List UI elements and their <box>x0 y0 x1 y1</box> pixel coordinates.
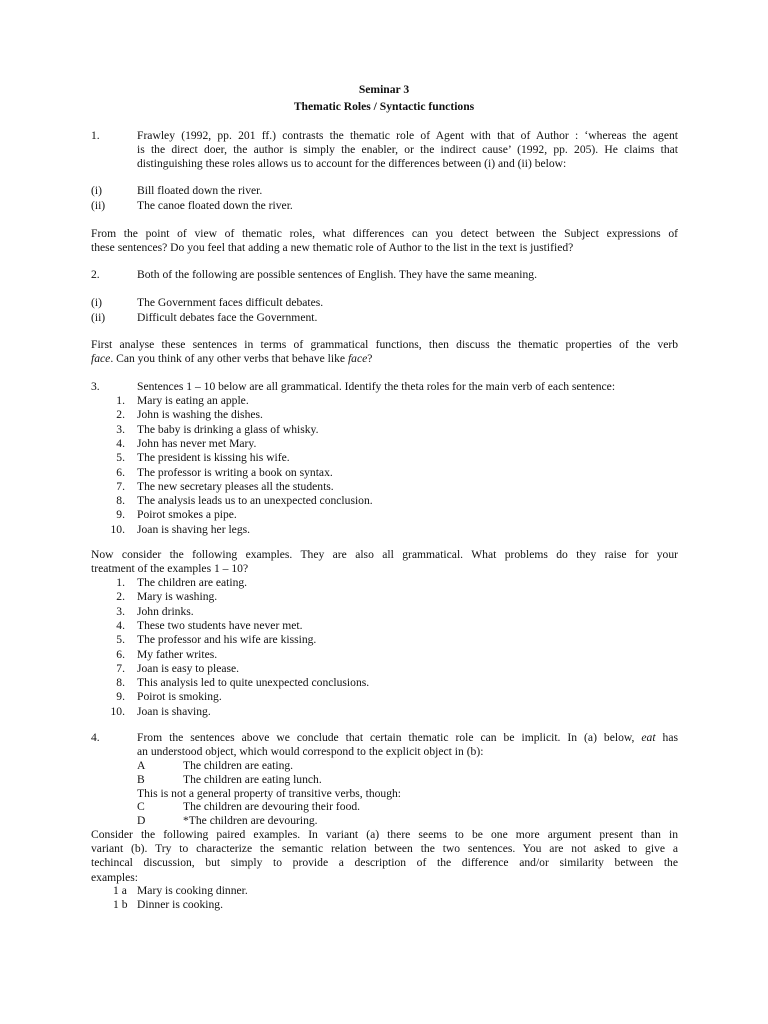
pair-text: Mary is cooking dinner. <box>137 884 248 897</box>
list-item-number: 1. <box>116 576 125 589</box>
list-item-text: The professor and his wife are kissing. <box>137 633 317 647</box>
example-text: Difficult debates face the Government. <box>137 311 318 324</box>
example-label: A <box>137 759 146 772</box>
list-item-text: The baby is drinking a glass of whisky. <box>137 422 319 436</box>
text-run: From the sentences above we conclude that certain thematic role can be implicit. In (a) below, <box>137 731 642 744</box>
list-item-number: 10. <box>110 704 125 718</box>
example-label: (i) <box>91 184 102 197</box>
list-item-number: 7. <box>116 479 125 493</box>
list-item-number: 6. <box>116 647 125 661</box>
page-title: Seminar 3 <box>358 83 410 96</box>
example-text: The Government faces difficult debates. <box>137 296 324 309</box>
example-label: (ii) <box>91 199 106 212</box>
italic-verb: face <box>91 352 111 366</box>
text-line: distinguishing these roles allows us to account for the differences between (i) and (ii) below: <box>137 157 567 171</box>
question-2-follow-up <box>91 338 678 366</box>
question-3-number: 3. <box>91 380 100 393</box>
text-line: an understood object, which would correspond to the explicit object in (b): <box>137 745 484 759</box>
example-label: (ii) <box>91 311 106 324</box>
list-item-number: 9. <box>116 690 125 704</box>
list-item-text: Joan is shaving. <box>137 704 211 718</box>
list-item-number: 1. <box>116 394 125 407</box>
example-label: C <box>137 800 145 813</box>
list-item-number: 5. <box>116 451 125 465</box>
list-item-number: 7. <box>116 661 125 675</box>
question-4-text <box>137 731 678 759</box>
question-4-consider <box>91 828 678 885</box>
example-label: B <box>137 773 145 786</box>
list-item-text: Joan is shaving her legs. <box>137 522 251 536</box>
example-label: (i) <box>91 296 102 309</box>
list-item-text: The president is kissing his wife. <box>137 451 290 465</box>
question-2-text: Both of the following are possible sentences of English. They have the same meaning. <box>137 268 537 281</box>
list-item-text: This analysis led to quite unexpected conclusions. <box>137 676 370 690</box>
text-line: From the point of view of thematic roles, what differences can you detect between the Subject expressions of <box>91 227 678 240</box>
question-1-text <box>137 129 678 172</box>
text-line: First analyse these sentences in terms of grammatical functions, then discuss the thematic properties of the verb <box>91 338 678 351</box>
list-item-text: These two students have never met. <box>137 618 303 632</box>
list-item-text: John is washing the dishes. <box>137 408 263 422</box>
list-item-number: 4. <box>116 436 125 450</box>
list-item-number: 6. <box>116 465 125 479</box>
list-item-number: 2. <box>116 408 125 422</box>
question-1-number: 1. <box>91 129 100 142</box>
list-item-number: 2. <box>116 590 125 604</box>
text-run: has <box>655 731 679 744</box>
list-item-text: The children are eating. <box>137 576 248 589</box>
text-line: is the direct doer, the author is simply the enabler, or the indirect cause’ (1992, pp. 205). He claims that <box>137 143 678 157</box>
question-3-follow-up <box>91 548 678 576</box>
list-item-number: 8. <box>116 494 125 508</box>
pair-label: 1 b <box>113 898 128 911</box>
question-2-number: 2. <box>91 268 100 281</box>
list-item-number: 9. <box>116 508 125 522</box>
italic-verb: face <box>347 352 368 366</box>
list-item-number: 4. <box>116 618 125 632</box>
text-line: Now consider the following examples. They are also all grammatical. What problems do they raise for your <box>91 548 678 561</box>
text-line: techincal discussion, but simply to provide a description of the difference and/or similarity between the <box>91 856 678 870</box>
list-item-text: Mary is washing. <box>137 590 218 604</box>
list-item-number: 5. <box>116 633 125 647</box>
list-item-text: John drinks. <box>137 604 194 618</box>
text-line: treatment of the examples 1 – 10? <box>91 562 249 576</box>
list-item-number: 8. <box>116 676 125 690</box>
text-line <box>91 352 678 366</box>
text-line: variant (b). Try to characterize the semantic relation between the two sentences. You are not asked to give a <box>91 842 678 856</box>
example-label: D <box>137 814 146 827</box>
note-text: This is not a general property of transitive verbs, though: <box>137 787 402 800</box>
list-item-text: The analysis leads us to an unexpected conclusion. <box>137 494 373 508</box>
list-item-text: My father writes. <box>137 647 218 661</box>
list-item-text: Poirot is smoking. <box>137 690 222 704</box>
text-line: examples: <box>91 870 139 884</box>
example-text: The children are eating lunch. <box>183 773 322 786</box>
example-text: *The children are devouring. <box>183 814 318 827</box>
list-item-text: Joan is easy to please. <box>137 661 240 675</box>
question-3-text: Sentences 1 – 10 below are all grammatical. Identify the theta roles for the main verb of each sentence: <box>137 380 616 393</box>
list-item-text: The professor is writing a book on syntax. <box>137 465 333 479</box>
question-4-number: 4. <box>91 731 100 744</box>
pair-label: 1 a <box>113 884 127 897</box>
list-item-number: 3. <box>116 604 125 618</box>
list-item-text: John has never met Mary. <box>137 436 257 450</box>
list-item-text: Mary is eating an apple. <box>137 394 249 407</box>
list-item-text: The new secretary pleases all the students. <box>137 479 334 493</box>
example-text: The children are devouring their food. <box>183 800 361 813</box>
text-run: ? <box>367 352 373 366</box>
list-item-text: Poirot smokes a pipe. <box>137 508 237 522</box>
text-line: Frawley (1992, pp. 201 ff.) contrasts the thematic role of Agent with that of Author : ‘whereas the agent <box>137 129 678 142</box>
question-1-follow-up <box>91 227 678 255</box>
italic-verb: eat <box>641 731 656 744</box>
text-line: Consider the following paired examples. In variant (a) there seems to be one more argument present than in <box>91 828 678 841</box>
text-run: . Can you think of any other verbs that behave like <box>110 352 348 366</box>
example-text: The children are eating. <box>183 759 294 772</box>
example-text: Bill floated down the river. <box>137 184 263 197</box>
pair-text: Dinner is cooking. <box>137 898 223 911</box>
page-subtitle: Thematic Roles / Syntactic functions <box>293 100 475 113</box>
text-line: these sentences? Do you feel that adding a new thematic role of Author to the list in the text is justified? <box>91 241 574 255</box>
list-item-number: 3. <box>116 422 125 436</box>
list-item-number: 10. <box>110 522 125 536</box>
text-line <box>137 731 678 745</box>
example-text: The canoe floated down the river. <box>137 199 293 212</box>
